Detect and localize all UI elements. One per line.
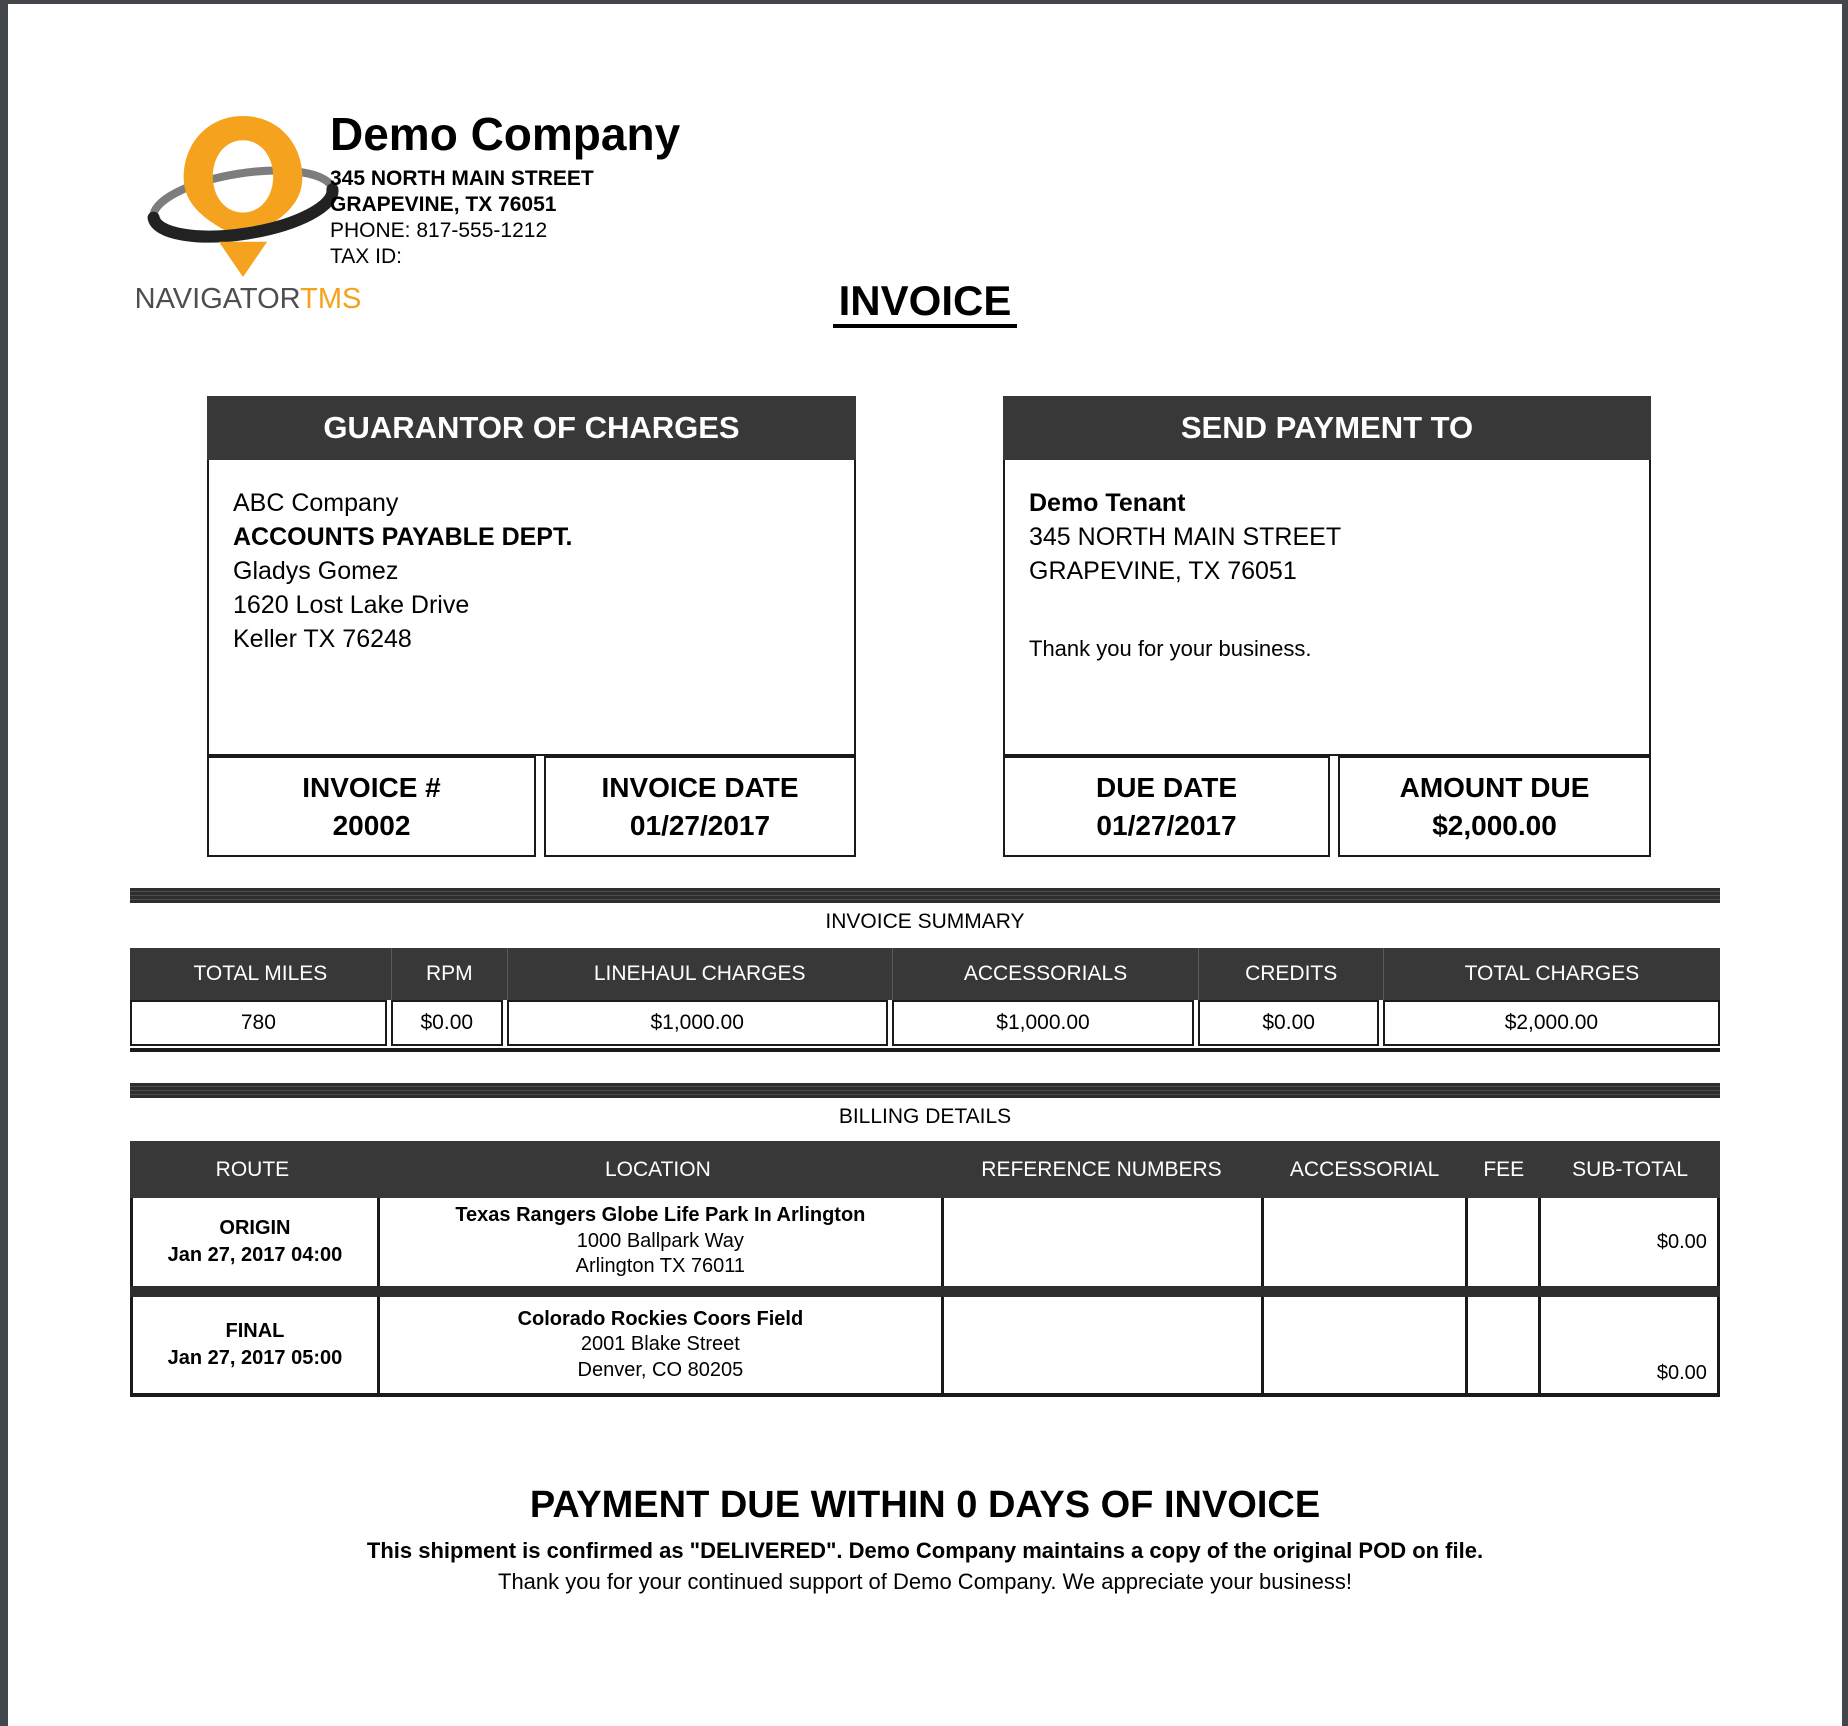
summary-table bbox=[130, 948, 1720, 1052]
cell-gap bbox=[536, 756, 544, 857]
cell-gap bbox=[1330, 756, 1338, 857]
guarantor-dept: ACCOUNTS PAYABLE DEPT. bbox=[233, 523, 573, 551]
summary-total-charges: $2,000.00 bbox=[1383, 1000, 1720, 1046]
summary-section-title: INVOICE SUMMARY bbox=[825, 910, 1025, 933]
invoice-number-cell bbox=[207, 756, 536, 857]
subtotal-cell: $0.00 bbox=[1538, 1297, 1717, 1393]
summary-linehaul: $1,000.00 bbox=[507, 1000, 888, 1046]
due-date-label: DUE DATE bbox=[1095, 771, 1238, 803]
location-cell bbox=[377, 1198, 941, 1286]
route-type: ORIGIN bbox=[219, 1217, 291, 1239]
billing-divider-rule bbox=[130, 1083, 1720, 1098]
subtotal-cell: $0.00 bbox=[1538, 1198, 1717, 1286]
summary-col-linehaul: LINEHAUL CHARGES bbox=[507, 948, 892, 1000]
amount-due-cell bbox=[1338, 756, 1651, 857]
brand-tms: TMS bbox=[300, 283, 362, 315]
payee-address1: 345 NORTH MAIN STREET bbox=[1029, 523, 1342, 551]
summary-rpm: $0.00 bbox=[391, 1000, 503, 1046]
company-header bbox=[330, 110, 680, 270]
accessorial-cell bbox=[1261, 1198, 1465, 1286]
location-addr2: Arlington TX 76011 bbox=[575, 1255, 746, 1278]
route-cell bbox=[133, 1297, 377, 1393]
summary-credits: $0.00 bbox=[1198, 1000, 1378, 1046]
company-phone: PHONE: 817-555-1212 bbox=[330, 219, 548, 243]
guarantor-company: ABC Company bbox=[233, 489, 399, 517]
payee-address2: GRAPEVINE, TX 76051 bbox=[1029, 557, 1297, 585]
billing-col-route: ROUTE bbox=[215, 1157, 290, 1181]
billing-header-row bbox=[130, 1141, 1720, 1198]
location-name: Texas Rangers Globe Life Park In Arlington bbox=[455, 1204, 866, 1226]
fee-cell bbox=[1465, 1198, 1538, 1286]
summary-col-total-miles: TOTAL MILES bbox=[193, 962, 328, 985]
guarantor-box-header: GUARANTOR OF CHARGES bbox=[207, 396, 856, 460]
summary-accessorials: $1,000.00 bbox=[892, 1000, 1195, 1046]
guarantor-contact: Gladys Gomez bbox=[233, 557, 399, 585]
location-name: Colorado Rockies Coors Field bbox=[517, 1307, 804, 1330]
due-date-cell bbox=[1003, 756, 1330, 857]
invoice-date-label: INVOICE DATE bbox=[601, 771, 799, 803]
brand-navigator: NAVIGATOR bbox=[134, 283, 301, 315]
thanks-note: Thank you for your business. bbox=[1029, 636, 1312, 661]
document-title-wrap bbox=[8, 277, 1842, 328]
billing-bottom-rule bbox=[130, 1393, 1720, 1397]
due-date-value: 01/27/2017 bbox=[1096, 809, 1237, 841]
location-addr1: 1000 Ballpark Way bbox=[576, 1229, 744, 1252]
reference-cell bbox=[941, 1198, 1261, 1286]
summary-bottom-rule bbox=[130, 1048, 1720, 1052]
summary-col-total-charges: TOTAL CHARGES bbox=[1383, 948, 1720, 1000]
billing-col-reference: REFERENCE NUMBERS bbox=[981, 1157, 1222, 1181]
delivery-confirmation-line: This shipment is confirmed as "DELIVERED". Demo Company maintains a copy of the original POD on file. bbox=[366, 1538, 1484, 1563]
route-time: Jan 27, 2017 04:00 bbox=[167, 1244, 343, 1266]
accessorial-cell bbox=[1261, 1297, 1465, 1393]
route-time: Jan 27, 2017 05:00 bbox=[167, 1347, 343, 1369]
route-type: FINAL bbox=[225, 1320, 285, 1342]
invoice-date-value: 01/27/2017 bbox=[629, 809, 771, 841]
send-payment-box-header: SEND PAYMENT TO bbox=[1003, 396, 1651, 460]
summary-col-accessorials: ACCESSORIALS bbox=[892, 948, 1199, 1000]
summary-value-row bbox=[130, 1000, 1720, 1046]
company-address-line1: 345 NORTH MAIN STREET bbox=[330, 167, 594, 191]
billing-row-divider bbox=[130, 1286, 1720, 1297]
invoice-date-cell bbox=[544, 756, 856, 857]
summary-col-rpm: RPM bbox=[391, 948, 507, 1000]
send-payment-box bbox=[1003, 396, 1651, 857]
guarantor-city: Keller TX 76248 bbox=[233, 625, 412, 653]
location-addr2: Denver, CO 80205 bbox=[577, 1358, 744, 1381]
guarantor-box bbox=[207, 396, 856, 857]
company-address-line2: GRAPEVINE, TX 76051 bbox=[330, 193, 557, 217]
company-name: Demo Company bbox=[330, 108, 681, 160]
payment-terms-heading: PAYMENT DUE WITHIN 0 DAYS OF INVOICE bbox=[529, 1484, 1321, 1526]
invoice-page bbox=[8, 4, 1842, 1726]
fee-cell bbox=[1465, 1297, 1538, 1393]
navigator-tms-logo-icon bbox=[140, 106, 346, 282]
billing-row-final bbox=[130, 1297, 1720, 1393]
billing-col-location: LOCATION bbox=[604, 1157, 711, 1181]
payee-name: Demo Tenant bbox=[1029, 489, 1186, 517]
summary-total-miles: 780 bbox=[130, 1000, 387, 1046]
document-title: INVOICE bbox=[833, 280, 1018, 328]
reference-cell bbox=[941, 1297, 1261, 1393]
location-cell bbox=[377, 1297, 941, 1393]
summary-col-credits: CREDITS bbox=[1198, 948, 1382, 1000]
guarantor-street: 1620 Lost Lake Drive bbox=[233, 591, 470, 619]
invoice-number-value: 20002 bbox=[332, 809, 411, 841]
guarantor-box-footer bbox=[207, 756, 856, 857]
billing-section-title: BILLING DETAILS bbox=[838, 1105, 1012, 1128]
route-cell bbox=[133, 1198, 377, 1286]
amount-due-value: $2,000.00 bbox=[1432, 809, 1557, 841]
company-tax-id: TAX ID: bbox=[330, 245, 402, 269]
amount-due-label: AMOUNT DUE bbox=[1399, 771, 1590, 803]
summary-header-row bbox=[130, 948, 1720, 1000]
invoice-number-label: INVOICE # bbox=[302, 771, 441, 803]
guarantor-box-body bbox=[207, 460, 856, 756]
billing-col-fee: FEE bbox=[1483, 1157, 1525, 1181]
send-payment-box-footer bbox=[1003, 756, 1651, 857]
summary-divider-rule bbox=[130, 888, 1720, 903]
thank-you-line: Thank you for your continued support of Demo Company. We appreciate your business! bbox=[498, 1569, 1352, 1594]
location-addr1: 2001 Blake Street bbox=[580, 1333, 740, 1356]
billing-col-subtotal: SUB-TOTAL bbox=[1572, 1157, 1689, 1181]
billing-row-origin bbox=[130, 1198, 1720, 1286]
billing-col-accessorial: ACCESSORIAL bbox=[1289, 1157, 1440, 1181]
send-payment-box-body bbox=[1003, 460, 1651, 756]
billing-table bbox=[130, 1141, 1720, 1397]
